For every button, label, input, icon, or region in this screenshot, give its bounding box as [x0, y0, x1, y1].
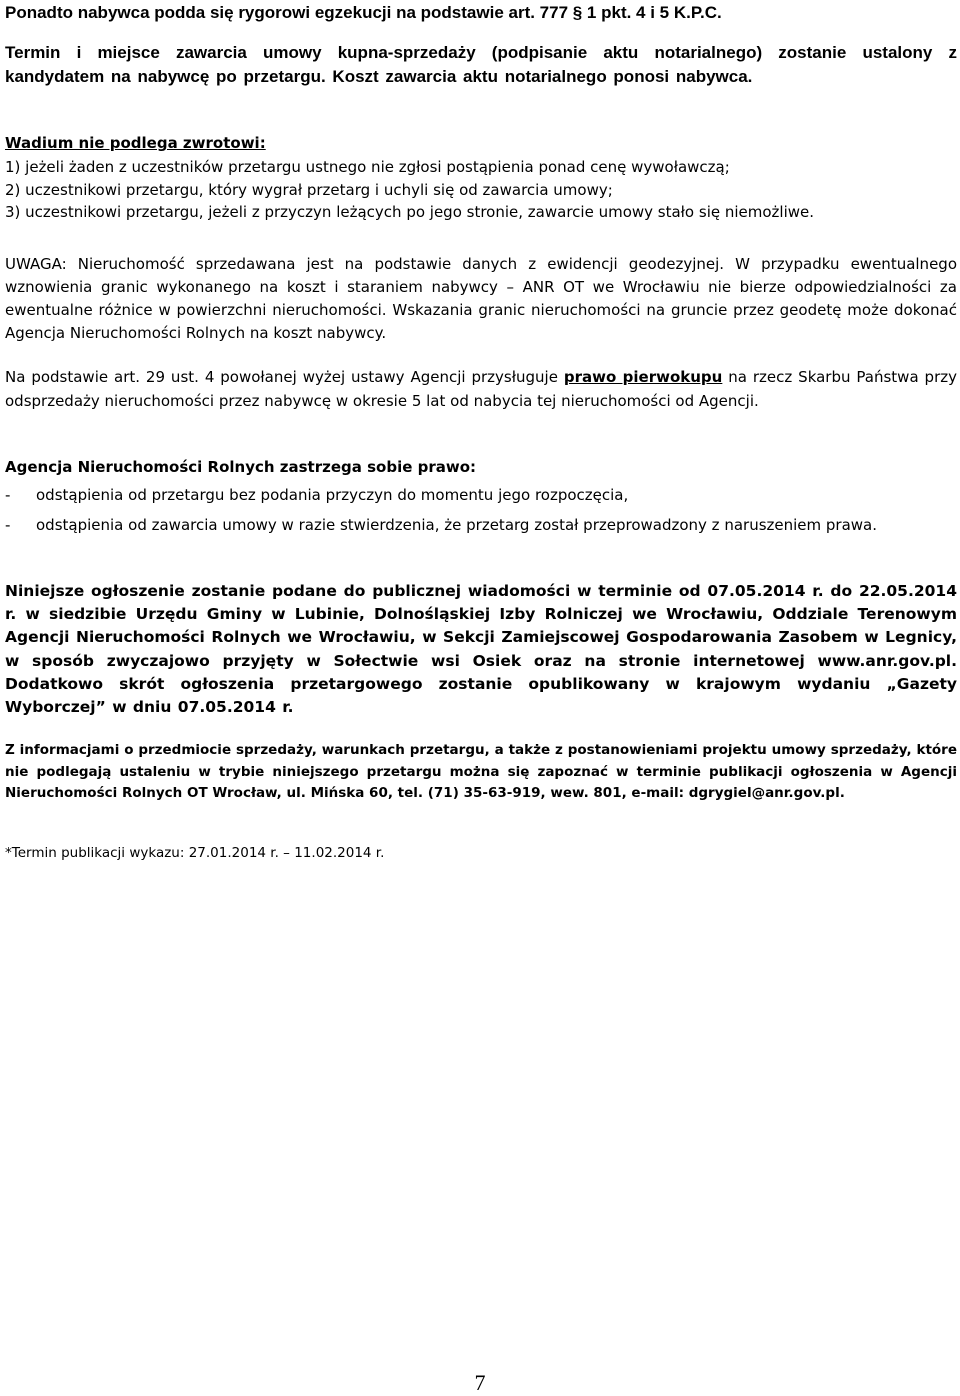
zastrzega-item-1 — [5, 484, 957, 507]
wadium-heading: Wadium nie podlega zwrotowi: — [5, 134, 266, 152]
informacje-paragraph: Z informacjami o przedmiocie sprzedaży, warunkach przetargu, a także z postanowieniami projektu umowy sprzedaży, które nie podlegają ustaleniu w trybie niniejszego przetargu można się zapoznać w terminie publikacji ogłoszenia w Agencji Nieruchomości Rolnych OT Wrocław, ul. Mińska 60, tel. (71) 35-63-919, wew. 801, e-mail: dgrygiel@anr.gov.pl. — [5, 742, 957, 801]
wadium-item-3: 3) uczestnikowi przetargu, jeżeli z przyczyn leżących po jego stronie, zawarcie umowy stało się niemożliwe. — [5, 203, 815, 221]
zastrzega-heading: Agencja Nieruchomości Rolnych zastrzega sobie prawo: — [5, 458, 477, 476]
wadium-item-2: 2) uczestnikowi przetargu, który wygrał przetarg i uchyli się od zawarcia umowy; — [5, 180, 613, 199]
termin-zawarcia-paragraph: Termin i miejsce zawarcia umowy kupna-sprzedaży (podpisanie aktu notarialnego) zostanie ustalony z kandydatem na nabywcę po przetargu. Koszt zawarcia aktu notarialnego ponosi nabywca. — [5, 43, 957, 86]
list-dash: - — [5, 486, 11, 504]
list-dash: - — [5, 516, 11, 534]
zastrzega-list — [5, 484, 957, 537]
ogloszenie-paragraph: Niniejsze ogłoszenie zostanie podane do publicznej wiadomości w terminie od 07.05.2014 r. do 22.05.2014 r. w siedzibie Urzędu Gminy w Lubinie, Dolnośląskiej Izby Rolniczej we Wrocławiu, Oddziale Terenowym Agencji Nieruchomości Rolnych we Wrocławiu, w Sekcji Zamiejscowej Gospodarowania Zasobem w Legnicy, w sposób zwyczajowo przyjęty w Sołectwie wsi Osiek oraz na stronie internetowej www.anr.gov.pl. Dodatkowo skrót ogłoszenia przetargowego zostanie opublikowany w krajowym wydaniu „Gazety Wyborczej” w dniu 07.05.2014 r. — [5, 582, 957, 717]
rygor-paragraph: Ponadto nabywca podda się rygorowi egzekucji na podstawie art. 777 § 1 pkt. 4 i 5 K.P.C. — [5, 3, 722, 22]
zastrzega-item-2 — [5, 514, 957, 537]
wadium-item-1: 1) jeżeli żaden z uczestników przetargu ustnego nie zgłosi postąpienia ponad cenę wywoławczą; — [5, 158, 730, 176]
zastrzega-item-2-text: odstąpienia od zawarcia umowy w razie stwierdzenia, że przetarg został przeprowadzony z naruszeniem prawa. — [36, 516, 878, 534]
uwaga-text-2: W przypadku ewentualnego wznowienia granic wykonanego na koszt i staraniem nabywcy – ANR OT we Wrocławiu nie bierze odpowiedzialności za ewentualne różnice w powierzchni nieruchomości. Wskazania granic nieruchomości na gruncie przez geodetę może dokonać Agencja Nieruchomości Rolnych na koszt nabywcy. — [5, 255, 957, 342]
uwaga-paragraph — [5, 253, 957, 345]
page-number: 7 — [474, 1370, 486, 1395]
termin-publikacji-note: *Termin publikacji wykazu: 27.01.2014 r. – 11.02.2014 r. — [5, 845, 385, 861]
wadium-list — [5, 156, 957, 224]
prawo-pierwokupu-link[interactable]: prawo pierwokupu — [563, 368, 723, 386]
pierwokup-paragraph — [5, 366, 957, 413]
pierwokup-text-2: 4 powołanej wyżej ustawy Agencji przysługuje — [198, 368, 564, 386]
pierwokup-text-3: na rzecz Skarbu Państwa przy odsprzedaży nieruchomości przez nabywcę w okresie 5 lat od nabycia tej nieruchomości od Agencji. — [5, 368, 957, 410]
uwaga-text-1: UWAGA: Nieruchomość sprzedawana jest na podstawie danych z ewidencji geodezyjnej. — [5, 255, 725, 273]
pierwokup-text-1: Na podstawie art. 29 ust. — [5, 368, 199, 386]
zastrzega-item-1-text: odstąpienia od przetargu bez podania przyczyn do momentu jego rozpoczęcia, — [36, 486, 629, 504]
